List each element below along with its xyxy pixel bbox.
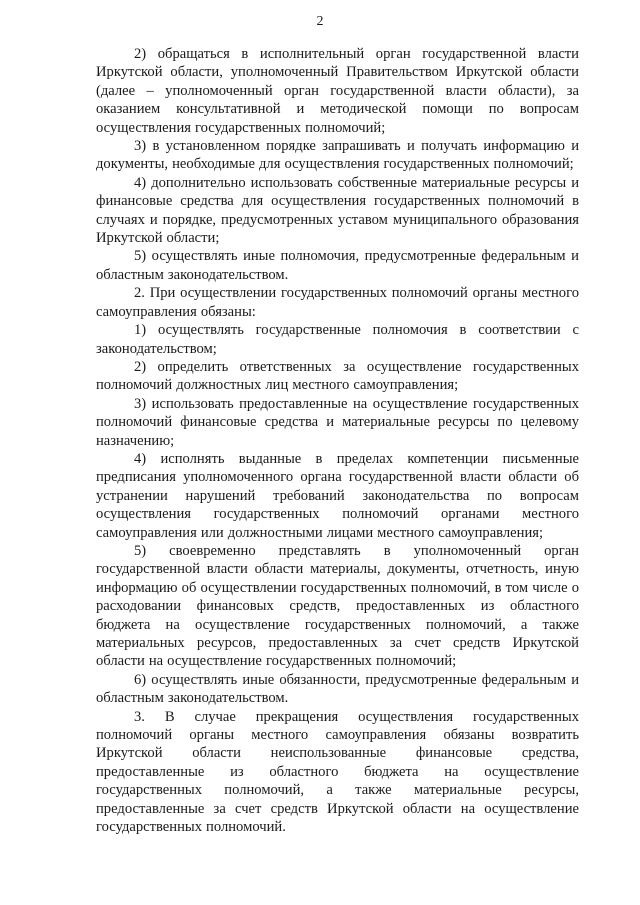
paragraph-2-2-5: 5) своевременно представлять в уполномоченный орган государственной власти области материалы, документы, отчетность, иную информацию об осуществлении государственных полномочий, в том числе о расходовании финансовых средств, предоставленных из областного бюджета на осуществление государственных полномочий, а также материальных ресурсов, предоставленных за счет средств Иркутской области на осуществление государственных полномочий; bbox=[96, 542, 579, 670]
paragraph-2-2-2: 2) определить ответственных за осуществление государственных полномочий должностных лиц местного самоуправления; bbox=[96, 358, 579, 394]
paragraph-section-3: 3. В случае прекращения осуществления государственных полномочий органы местного самоуправления обязаны возвратить Иркутской области неиспользованные финансовые средства, предоставленные из областного бюджета на осуществление государственных полномочий, а также материальные ресурсы, предоставленные за счет средств Иркутской области на осуществление государственных полномочий. bbox=[96, 708, 579, 836]
paragraph-2-1-2: 2) обращаться в исполнительный орган государственной власти Иркутской области, уполномоченный Правительством Иркутской области (далее – уполномоченный орган государственной власти области), за оказанием консультативной и методической помощи по вопросам осуществления государственных полномочий; bbox=[96, 46, 579, 136]
paragraph-2-1-5: 5) осуществлять иные полномочия, предусмотренные федеральным и областным законодательством. bbox=[96, 248, 579, 283]
page-number: 2 bbox=[316, 14, 324, 29]
paragraph-2-1-3: 3) в установленном порядке запрашивать и получать информацию и документы, необходимые для осуществления государственных полномочий; bbox=[96, 138, 579, 173]
paragraph-2-2-4: 4) исполнять выданные в пределах компетенции письменные предписания уполномоченного органа государственной власти области об устранении нарушений требований законодательства по вопросам осуществления государственных полномочий органами местного самоуправления или должностными лицами местного самоуправления; bbox=[96, 450, 579, 541]
paragraph-section-2: 2. При осуществлении государственных полномочий органы местного самоуправления обязаны: bbox=[96, 285, 579, 320]
paragraph-2-2-1: 1) осуществлять государственные полномочия в соответствии с законодательством; bbox=[96, 322, 579, 357]
paragraph-2-2-3: 3) использовать предоставленные на осуществление государственных полномочий финансовые средства и материальные ресурсы по целевому назначению; bbox=[96, 395, 579, 449]
document-body bbox=[96, 45, 579, 836]
paragraph-2-1-4: 4) дополнительно использовать собственные материальные ресурсы и финансовые средства для осуществления государственных полномочий в случаях и порядке, предусмотренных уставом муниципального образования Иркутской области; bbox=[96, 174, 579, 247]
paragraph-2-2-6: 6) осуществлять иные обязанности, предусмотренные федеральным и областным законодательством. bbox=[96, 671, 579, 707]
